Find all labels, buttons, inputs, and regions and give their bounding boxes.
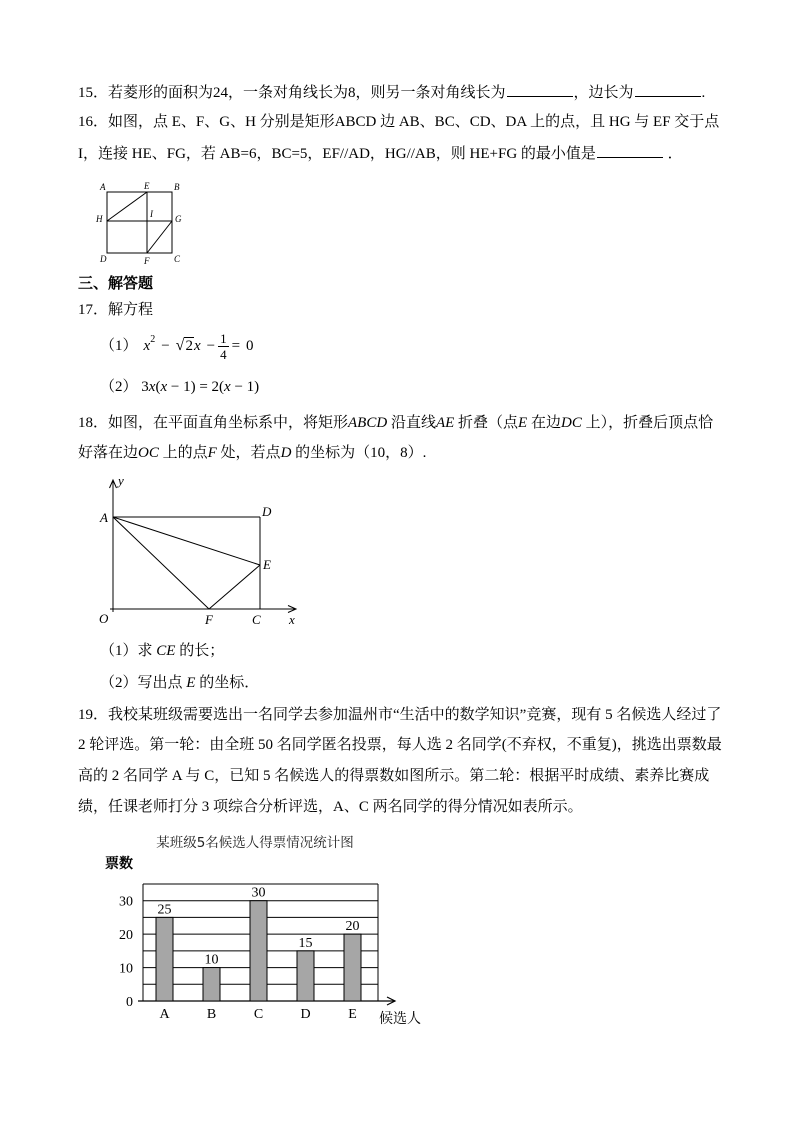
equation-exponent: 2 [150, 334, 156, 345]
q18-text: 处，若点 [216, 445, 281, 461]
y-tick-label: 10 [119, 961, 133, 977]
vote-bar-chart [95, 830, 435, 1030]
equation-variable: x [148, 379, 156, 395]
question-18-line-1 [78, 413, 713, 433]
bar-d [297, 951, 314, 1001]
math-term: DC [560, 415, 582, 431]
radicand: 2 [185, 338, 193, 354]
fraction [218, 332, 229, 361]
point-label-d: D [262, 504, 272, 519]
point-label-g: G [175, 214, 182, 224]
q18-text: 沿直线 [387, 415, 436, 431]
x-tick-label-d: D [300, 1007, 311, 1022]
equation-text: − 1) [230, 379, 260, 395]
bar-c [250, 901, 267, 1001]
x-tick-label-e: E [348, 1007, 357, 1022]
question-17-title: 17．解方程 [78, 302, 154, 318]
data-label-a: 25 [157, 902, 172, 918]
equation-text: − 1) = 2( [167, 379, 225, 395]
point-label-c: C [174, 254, 181, 264]
x-tick-label-a: A [159, 1007, 170, 1022]
q18-text: （1）求 [100, 643, 157, 659]
equation-variable: x [193, 338, 201, 354]
q18-text: 的长； [175, 643, 225, 659]
x-tick-label-c: C [253, 1007, 264, 1022]
question-16-line-1: 16．如图，点 E、F、G、H 分别是矩形ABCD 边 AB、BC、CD、DA 上的点，且 HG 与 EF 交于点 [78, 114, 720, 130]
question-18-part-1 [100, 641, 224, 661]
segment-fe [209, 565, 260, 609]
q16-text-end: ． [663, 146, 683, 162]
question-17-part-1 [100, 332, 254, 360]
question-19-line-3: 高的 2 名同学 A 与 C，已知 5 名候选人的得票数如图所示。第二轮：根据平时成绩、素养比赛成 [78, 768, 710, 784]
point-label-e: E [263, 557, 271, 572]
data-label-e: 20 [345, 919, 360, 935]
axis-label-x: x [289, 612, 295, 627]
question-18-part-2 [100, 673, 259, 693]
math-term: OC [138, 445, 159, 461]
data-label-c: 30 [251, 885, 266, 901]
math-term: AE [435, 415, 455, 431]
question-18-line-2 [78, 443, 426, 463]
axis-label-y: y [118, 473, 124, 488]
point-label-b: B [174, 182, 180, 192]
q18-text: 好落在边 [78, 445, 139, 461]
equation-rhs: 0 [246, 338, 254, 354]
y-axis-label: 票数 [105, 856, 133, 872]
math-term: F [207, 445, 217, 461]
point-label-i: I [150, 209, 153, 219]
fraction-denominator: 4 [220, 346, 227, 362]
q18-text: 的坐标． [195, 675, 260, 691]
bar-b [203, 968, 220, 1001]
fraction-numerator: 1 [220, 330, 227, 346]
q18-text: 在边 [527, 415, 561, 431]
q18-text: 上），折叠后顶点恰 [581, 415, 714, 431]
part-label: （1） [100, 338, 138, 354]
data-label-d: 15 [298, 935, 313, 951]
equation-variable: x [224, 379, 231, 395]
q16-text: I，连接 HE、FG，若 AB=6，BC=5，EF//AD，HG//AB，则 HE+FG 的最小值是 [78, 146, 596, 162]
point-label-o: O [99, 611, 109, 626]
q15-text-b: ，边长为 [573, 85, 634, 101]
segment-fg [147, 221, 172, 253]
segment-ae [113, 517, 260, 565]
q15-text-a: 15．若菱形的面积为24，一条对角线长为8，则另一条对角线长为 [78, 85, 506, 101]
answer-blank [597, 143, 663, 158]
equation-operator: − [161, 338, 170, 354]
question-17-part-2 [100, 377, 259, 397]
y-tick-label: 0 [126, 995, 133, 1010]
equation-variable: x [160, 379, 168, 395]
question-19-line-4: 绩，任课老师打分 3 项综合分析评选，A、C 两名同学的得分情况如表所示。 [78, 799, 583, 815]
math-term: ABCD [348, 415, 388, 431]
point-label-d: D [100, 254, 107, 264]
bar-e [344, 934, 361, 1001]
math-term: E [186, 675, 196, 691]
radical-sign: √ [175, 337, 185, 354]
y-tick-label: 20 [119, 928, 133, 944]
q18-text: 的坐标为（10，8）. [291, 445, 427, 461]
chart-title: 某班级5名候选人得票情况统计图 [156, 835, 354, 851]
math-term: E [518, 415, 528, 431]
equation-variable: x [143, 338, 151, 354]
q18-coordinate-figure [90, 470, 305, 630]
equation-text: ( [155, 379, 161, 395]
question-19-line-2: 2 轮评选。第一轮：由全班 50 名同学匿名投票，每人选 2 名同学(不弃权，不重复)，挑选出票数最 [78, 737, 722, 753]
equation-operator: − [206, 338, 216, 354]
rectangle-abcd [107, 192, 172, 253]
q18-text: 上的点 [158, 445, 208, 461]
answer-blank [507, 82, 573, 97]
q15-text-c: . [701, 85, 706, 101]
q18-text: （2）写出点 [100, 675, 187, 691]
point-label-a: A [100, 510, 108, 525]
x-axis-label: 候选人 [379, 1011, 421, 1027]
section-heading: 三、解答题 [78, 276, 154, 292]
point-label-h: H [96, 214, 103, 224]
point-label-a: A [100, 182, 106, 192]
answer-blank [635, 82, 701, 97]
q18-text: 18．如图，在平面直角坐标系中，将矩形 [78, 415, 349, 431]
question-15 [78, 82, 705, 103]
equals-sign: = [231, 338, 241, 354]
q18-text: 折叠（点 [454, 415, 519, 431]
point-label-c: C [252, 612, 261, 627]
segment-af [113, 517, 209, 609]
point-label-f: F [205, 612, 213, 627]
square-root [176, 336, 194, 356]
math-term: CE [156, 643, 176, 659]
point-label-f: F [144, 256, 150, 266]
question-16-line-2 [78, 143, 683, 164]
bar-a [156, 917, 173, 1001]
x-tick-label-b: B [206, 1007, 217, 1022]
segment-he [107, 192, 147, 221]
point-label-e: E [144, 182, 150, 191]
question-19-line-1: 19．我校某班级需要选出一名同学去参加温州市“生活中的数学知识”竞赛，现有 5 名候选人经过了 [78, 707, 722, 723]
y-tick-label: 30 [119, 894, 133, 910]
equation-text: 3 [141, 379, 149, 395]
math-term: D [280, 445, 292, 461]
q16-rectangle-figure [92, 182, 187, 267]
part-label: （2） [100, 379, 138, 395]
data-label-b: 10 [204, 952, 219, 968]
